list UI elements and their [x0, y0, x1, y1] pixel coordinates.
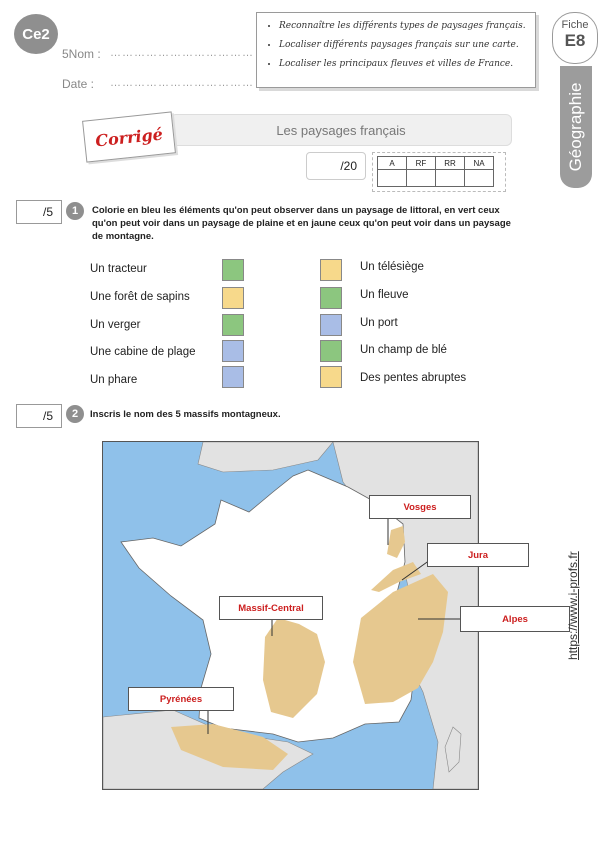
page-title: Les paysages français [170, 114, 512, 146]
item-label: Une forêt de sapins [90, 291, 190, 303]
eval-header: A [378, 157, 407, 170]
corrige-stamp: Corrigé [82, 111, 176, 162]
item-label: Un port [360, 317, 398, 329]
objective-item: • Reconnaître les différents types de paysages français. [279, 17, 527, 36]
label-pyrenees[interactable]: Pyrénées [128, 687, 234, 711]
exercise2-score: /5 [16, 404, 62, 428]
level-badge: Ce2 [14, 14, 58, 54]
exercise1-score: /5 [16, 200, 62, 224]
eval-header: RF [407, 157, 436, 170]
date-label: Date : [62, 77, 95, 91]
label-alpes[interactable]: Alpes [460, 606, 570, 632]
total-score-box: /20 [306, 152, 366, 180]
callout-line-jura [402, 560, 430, 580]
label-massif-central[interactable]: Massif-Central [219, 596, 323, 620]
subject-label: Géographie [566, 82, 585, 172]
item-label: Un télésiège [360, 261, 424, 273]
item-label: Un phare [90, 374, 138, 386]
exercise2-number: 2 [66, 405, 84, 423]
item-label: Un verger [90, 319, 141, 331]
item-label: Une cabine de plage [90, 346, 196, 358]
exercise1-number: 1 [66, 202, 84, 220]
footer-url[interactable]: https://www.i-profs.fr [566, 551, 580, 660]
eval-header: RR [436, 157, 465, 170]
date-field[interactable]: ……………………………… [110, 77, 254, 89]
name-field[interactable]: ……………………………… [110, 47, 254, 59]
objective-item: • Localiser les principaux fleuves et villes de France. [279, 55, 527, 74]
item-label: Un tracteur [90, 263, 147, 275]
exercise1-instruction: Colorie en bleu les éléments qu'on peut observer dans un paysage de littoral, en vert ceux qu'on peut voir dans un paysage de plaine et en jaune ceux qu'on peut voir dans un paysage de montagne. [92, 205, 511, 242]
exercise2-instruction: Inscris le nom des 5 massifs montagneux. [90, 409, 281, 420]
name-label: 5Nom : [62, 47, 101, 61]
label-jura[interactable]: Jura [427, 543, 529, 567]
item-label: Des pentes abruptes [360, 372, 467, 384]
item-label: Un fleuve [360, 289, 409, 301]
objective-item: • Localiser différents paysages français sur une carte. [279, 36, 527, 55]
eval-header: NA [465, 157, 494, 170]
item-label: Un champ de blé [360, 344, 447, 356]
fiche-code: E8 [564, 31, 586, 50]
fiche-label: Fiche [561, 19, 589, 31]
label-vosges[interactable]: Vosges [369, 495, 471, 519]
